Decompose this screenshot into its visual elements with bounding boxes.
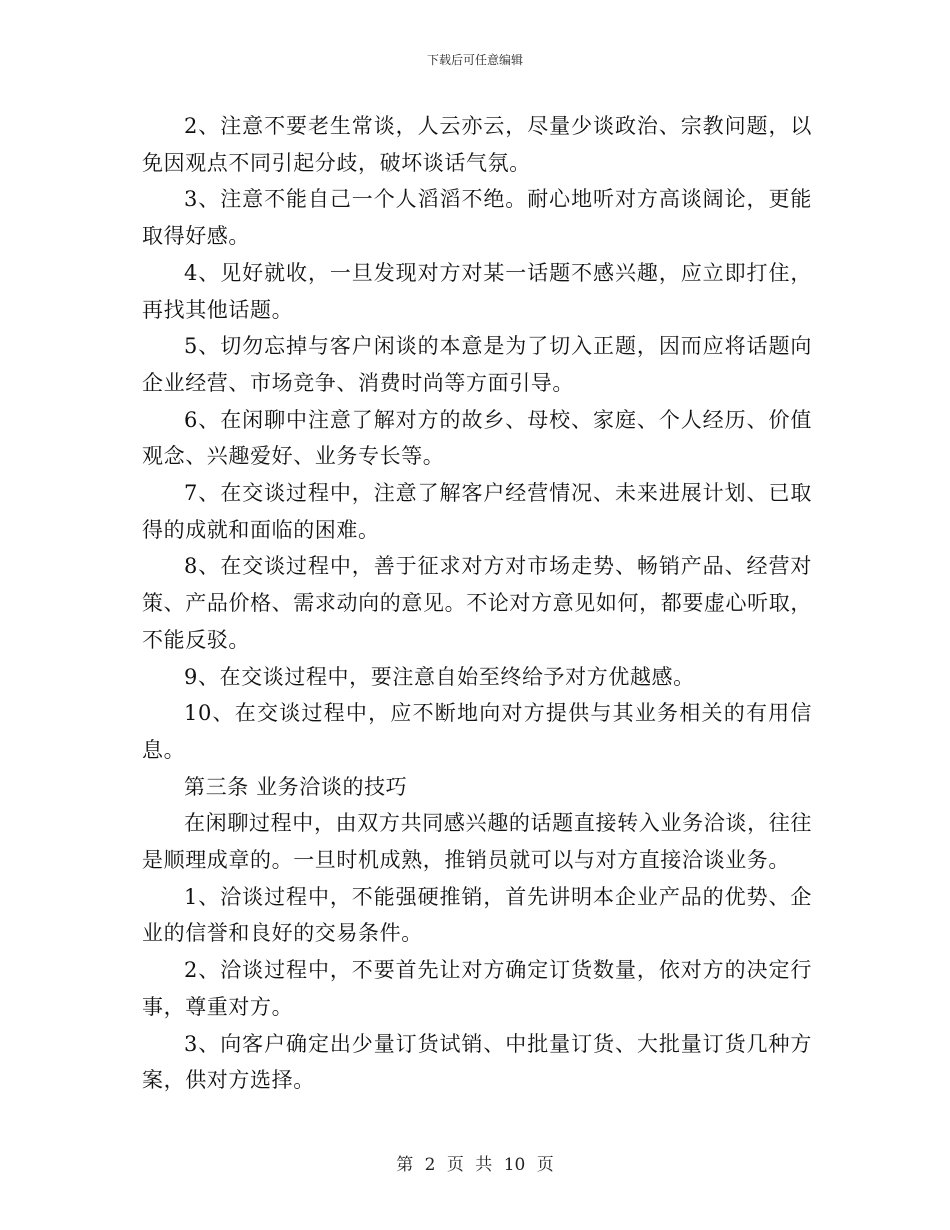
paragraph-tip-9: 9、在交谈过程中，要注意自始至终给予对方优越感。 xyxy=(184,664,695,689)
paragraph-tip-3: 3、注意不能自己一个人滔滔不绝。耐心地听对方高谈阔论，更能取得好感。 xyxy=(142,187,812,249)
section-heading: 第三条 业务洽谈的技巧 xyxy=(184,774,408,799)
paragraph-tip-10: 10、在交谈过程中，应不断地向对方提供与其业务相关的有用信息。 xyxy=(142,701,812,762)
paragraph-intro: 在闲聊过程中，由双方共同感兴趣的话题直接转入业务洽谈，往往是顺理成章的。一旦时机成熟，推销员就可以与对方直接洽谈业务。 xyxy=(142,811,812,873)
page-header: 下载后可任意编辑 xyxy=(426,53,523,67)
paragraph-tip-4: 4、见好就收，一旦发现对方对某一话题不感兴趣，应立即打住，再找其他话题。 xyxy=(142,260,812,322)
paragraph-tip-7: 7、在交谈过程中，注意了解客户经营情况、未来进展计划、已取得的成就和面临的困难。 xyxy=(142,481,812,542)
paragraph-technique-3: 3、向客户确定出少量订货试销、中批量订货、大批量订货几种方案，供对方选择。 xyxy=(142,1031,812,1093)
paragraph-tip-6: 6、在闲聊中注意了解对方的故乡、母校、家庭、个人经历、价值观念、兴趣爱好、业务专长等。 xyxy=(142,407,812,469)
paragraph-tip-2: 2、注意不要老生常谈，人云亦云，尽量少谈政治、宗教问题，以免因观点不同引起分歧，破坏谈话气氛。 xyxy=(142,114,812,175)
paragraph-tip-8: 8、在交谈过程中，善于征求对方对市场走势、畅销产品、经营对策、产品价格、需求动向的意见。不论对方意见如何，都要虚心听取，不能反驳。 xyxy=(142,554,812,652)
page-number-footer: 第 2 页 共 10 页 xyxy=(396,1155,554,1175)
document-body xyxy=(142,108,812,1099)
paragraph-tip-5: 5、切勿忘掉与客户闲谈的本意是为了切入正题，因而应将话题向企业经营、市场竞争、消费时尚等方面引导。 xyxy=(142,334,812,395)
paragraph-technique-2: 2、洽谈过程中，不要首先让对方确定订货数量，依对方的决定行事，尊重对方。 xyxy=(142,958,812,1019)
paragraph-technique-1: 1、洽谈过程中，不能强硬推销，首先讲明本企业产品的优势、企业的信誉和良好的交易条件。 xyxy=(142,884,812,946)
